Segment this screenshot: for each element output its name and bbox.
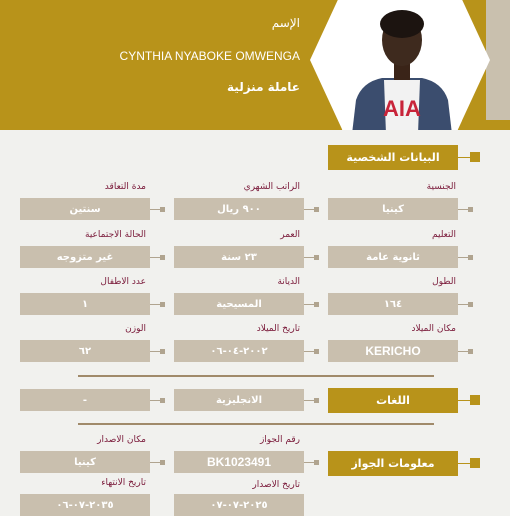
marital-status-label: الحالة الاجتماعية <box>85 230 146 240</box>
row-marker <box>160 207 165 212</box>
birthdate-label: تاريخ الميلاد <box>256 324 300 334</box>
passport-number-label: رقم الجواز <box>259 435 300 445</box>
height-value: ١٦٤ <box>328 293 458 315</box>
row-marker <box>160 349 165 354</box>
nationality-label: الجنسية <box>426 182 456 192</box>
candidate-photo <box>342 4 462 130</box>
row-marker <box>314 302 319 307</box>
row-marker <box>314 349 319 354</box>
marital-status-value: غير متزوجه <box>20 246 150 268</box>
job-title: عاملة منزلية <box>227 80 300 94</box>
issue-place-value: كينيا <box>20 451 150 473</box>
education-value: ثانوية عامة <box>328 246 458 268</box>
height-label: الطول <box>432 277 456 287</box>
religion-value: المسيحية <box>174 293 304 315</box>
issue-place-label: مكان الاصدار <box>97 435 146 445</box>
salary-label: الراتب الشهري <box>243 182 300 192</box>
issue-date-label: تاريخ الاصدار <box>252 480 300 490</box>
row-marker <box>468 255 473 260</box>
birthdate-value: ٢٠٠٢-٠٤-٠٦ <box>174 340 304 362</box>
birthplace-label: مكان الميلاد <box>411 324 456 334</box>
age-value: ٢٣ سنة <box>174 246 304 268</box>
row-marker <box>314 398 319 403</box>
row-marker <box>314 255 319 260</box>
section-marker <box>470 152 480 162</box>
row-marker <box>160 460 165 465</box>
religion-label: الديانة <box>277 277 300 287</box>
divider <box>78 375 434 377</box>
divider <box>78 423 434 425</box>
age-label: العمر <box>280 230 300 240</box>
children-value: ١ <box>20 293 150 315</box>
section-personal: البيانات الشخصية <box>328 145 458 170</box>
contract-value: سنتين <box>20 198 150 220</box>
language-arabic: - <box>20 389 150 411</box>
weight-label: الوزن <box>125 324 146 334</box>
expiry-date-value: ٢٠٣٥-٠٧-٠٦ <box>20 494 150 516</box>
contract-label: مدة التعاقد <box>104 182 146 192</box>
row-marker <box>468 207 473 212</box>
section-passport: معلومات الجواز <box>328 451 458 476</box>
language-english: الانجليزية <box>174 389 304 411</box>
weight-value: ٦٢ <box>20 340 150 362</box>
section-marker <box>470 395 480 405</box>
section-connector <box>458 400 470 401</box>
row-marker <box>160 255 165 260</box>
section-connector <box>458 157 470 158</box>
row-marker <box>468 349 473 354</box>
photo-frame <box>310 0 490 130</box>
row-marker <box>314 460 319 465</box>
nationality-value: كينيا <box>328 198 458 220</box>
section-marker <box>470 458 480 468</box>
row-marker <box>160 302 165 307</box>
issue-date-value: ٢٠٢٥-٠٧-٠٧ <box>174 494 304 516</box>
education-label: التعليم <box>432 230 456 240</box>
section-connector <box>458 463 470 464</box>
row-marker <box>468 302 473 307</box>
row-marker <box>160 398 165 403</box>
passport-number-value: BK1023491 <box>174 451 304 473</box>
salary-value: ٩٠٠ ريال <box>174 198 304 220</box>
expiry-date-label: تاريخ الانتهاء <box>101 478 146 488</box>
section-languages: اللغات <box>328 388 458 413</box>
candidate-name: CYNTHIA NYABOKE OMWENGA <box>119 49 300 63</box>
children-label: عدد الاطفال <box>100 277 146 287</box>
svg-text:AIA: AIA <box>383 96 421 121</box>
row-marker <box>314 207 319 212</box>
birthplace-value: KERICHO <box>328 340 458 362</box>
name-title: الإسم <box>271 16 300 30</box>
